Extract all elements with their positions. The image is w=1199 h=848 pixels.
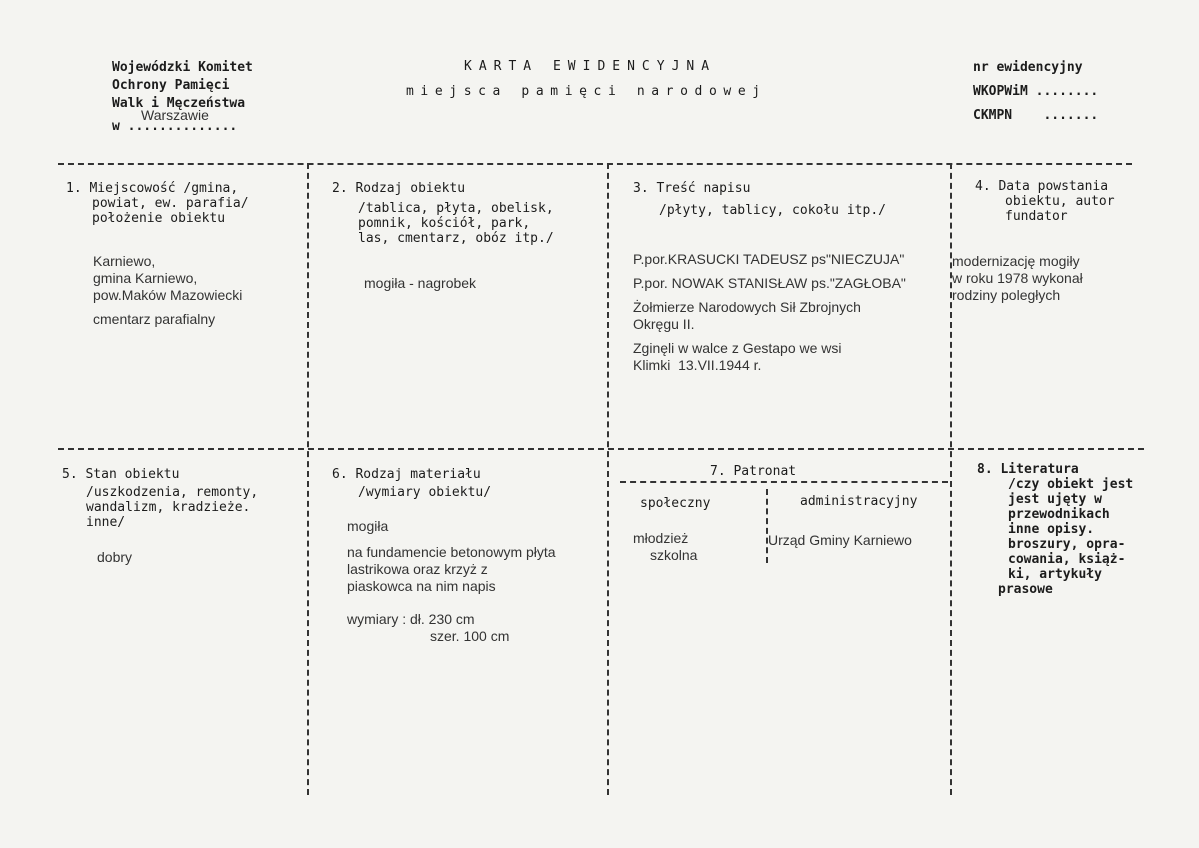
value-line: lastrikowa oraz krzyż z	[347, 561, 488, 577]
section-1-extra: cmentarz parafialny	[93, 311, 216, 327]
value-line: piaskowca na nim napis	[347, 578, 496, 594]
label-line: 6. Rodzaj materiału	[332, 467, 481, 482]
grid-line-middle	[58, 448, 1144, 450]
label-line: inne opisy.	[1008, 522, 1095, 537]
committee-name	[112, 60, 253, 111]
section-1-label	[66, 181, 249, 226]
inscription-line: Zginęli w walce z Gestapo we wsi	[633, 340, 842, 356]
label-line: broszury, opra-	[1008, 537, 1126, 552]
section-6-value	[347, 518, 556, 595]
grid-divider	[307, 163, 309, 795]
value-line: mogiła	[347, 518, 389, 534]
label-line: ki, artykuły	[1008, 567, 1102, 582]
inscription-line: Żołmierze Narodowych Sił Zbrojnych	[633, 299, 861, 315]
label-line: 8. Literatura	[977, 462, 1079, 477]
label-line: fundator	[1005, 209, 1068, 224]
location-prefix: w ..............	[112, 119, 238, 134]
value-line: w roku 1978 wykonał	[952, 270, 1083, 286]
label-line: 1. Miejscowość /gmina,	[66, 181, 239, 196]
label-line: położenie obiektu	[92, 211, 226, 226]
value-line: gmina Karniewo,	[93, 270, 198, 286]
location-value: Warszawie	[141, 107, 209, 123]
grid-divider	[607, 163, 609, 795]
label-line: jest ujęty w	[1008, 492, 1102, 507]
label-line: obiektu, autor	[1005, 194, 1115, 209]
value-line: na fundamencie betonowym płyta	[347, 544, 556, 560]
value-line: szkolna	[650, 547, 698, 563]
value-line: pow.Maków Mazowiecki	[93, 287, 243, 303]
inscription-line: Okręgu II.	[633, 316, 695, 332]
dimension-line: wymiary : dł. 230 cm	[347, 611, 475, 627]
registry-numbers	[973, 60, 1098, 123]
section-7-label: 7. Patronat	[710, 464, 797, 479]
value-line: rodziny poległych	[952, 287, 1061, 303]
value-line: modernizację mogiły	[952, 253, 1080, 269]
patronat-social-header: społeczny	[640, 496, 711, 511]
patronat-admin-header: administracyjny	[800, 494, 918, 509]
value-line: Karniewo,	[93, 253, 156, 269]
label-line: /tablica, płyta, obelisk,	[358, 201, 554, 216]
section-6-label	[332, 467, 491, 500]
inscription-line: Klimki 13.VII.1944 r.	[633, 357, 762, 373]
label-line: cowania, książ-	[1008, 552, 1126, 567]
section-5-value: dobry	[97, 549, 133, 565]
section-8-label	[977, 462, 1189, 597]
dimension-line: szer. 100 cm	[430, 628, 510, 644]
label-line: powiat, ew. parafia/	[92, 196, 249, 211]
label-line: pomnik, kościół, park,	[358, 216, 531, 231]
section-3-inscription	[633, 251, 906, 374]
section-5-label	[62, 467, 258, 530]
value-line: młodzież	[633, 530, 689, 546]
label-line: wandalizm, kradzieże.	[86, 500, 251, 515]
label-line: /wymiary obiektu/	[358, 485, 492, 500]
label-line: /czy obiekt jest	[1008, 477, 1134, 492]
section-3-label	[633, 181, 886, 218]
registry-line: nr ewidencyjny	[973, 60, 1083, 75]
patronat-admin-value: Urząd Gminy Karniewo	[768, 532, 912, 548]
card-subtitle: miejsca pamięci narodowej	[406, 84, 767, 99]
registry-line: CKMPN .......	[973, 108, 1099, 123]
section-2-value: mogiła - nagrobek	[364, 275, 477, 291]
section-6-dimensions	[347, 611, 509, 645]
label-line: /płyty, tablicy, cokołu itp./	[659, 203, 886, 218]
label-line: 5. Stan obiektu	[62, 467, 180, 482]
patronat-divider	[766, 489, 768, 563]
grid-line-top	[58, 163, 1132, 165]
section-4-value	[952, 253, 1083, 304]
card-title: KARTA EWIDENCYJNA	[464, 59, 717, 74]
label-line: /uszkodzenia, remonty,	[86, 485, 259, 500]
section-4-label	[975, 179, 1145, 224]
section-1-value	[93, 253, 242, 304]
patronat-social-value	[633, 530, 697, 564]
committee-line: Walk i Męczeństwa	[112, 96, 246, 111]
label-line: 3. Treść napisu	[633, 181, 751, 196]
inscription-line: P.por.KRASUCKI TADEUSZ ps"NIECZUJA"	[633, 251, 905, 267]
label-line: prasowe	[998, 582, 1053, 597]
section-2-label	[332, 181, 554, 246]
label-line: przewodnikach	[1008, 507, 1110, 522]
label-line: 4. Data powstania	[975, 179, 1109, 194]
registry-line: WKOPWiM ........	[973, 84, 1099, 99]
label-line: las, cmentarz, obóz itp./	[358, 231, 554, 246]
inscription-line: P.por. NOWAK STANISŁAW ps."ZAGŁOBA"	[633, 275, 906, 291]
committee-line: Ochrony Pamięci	[112, 78, 230, 93]
committee-line: Wojewódzki Komitet	[112, 60, 253, 75]
label-line: inne/	[86, 515, 126, 530]
patronat-line	[620, 481, 948, 483]
label-line: 2. Rodzaj obiektu	[332, 181, 466, 196]
